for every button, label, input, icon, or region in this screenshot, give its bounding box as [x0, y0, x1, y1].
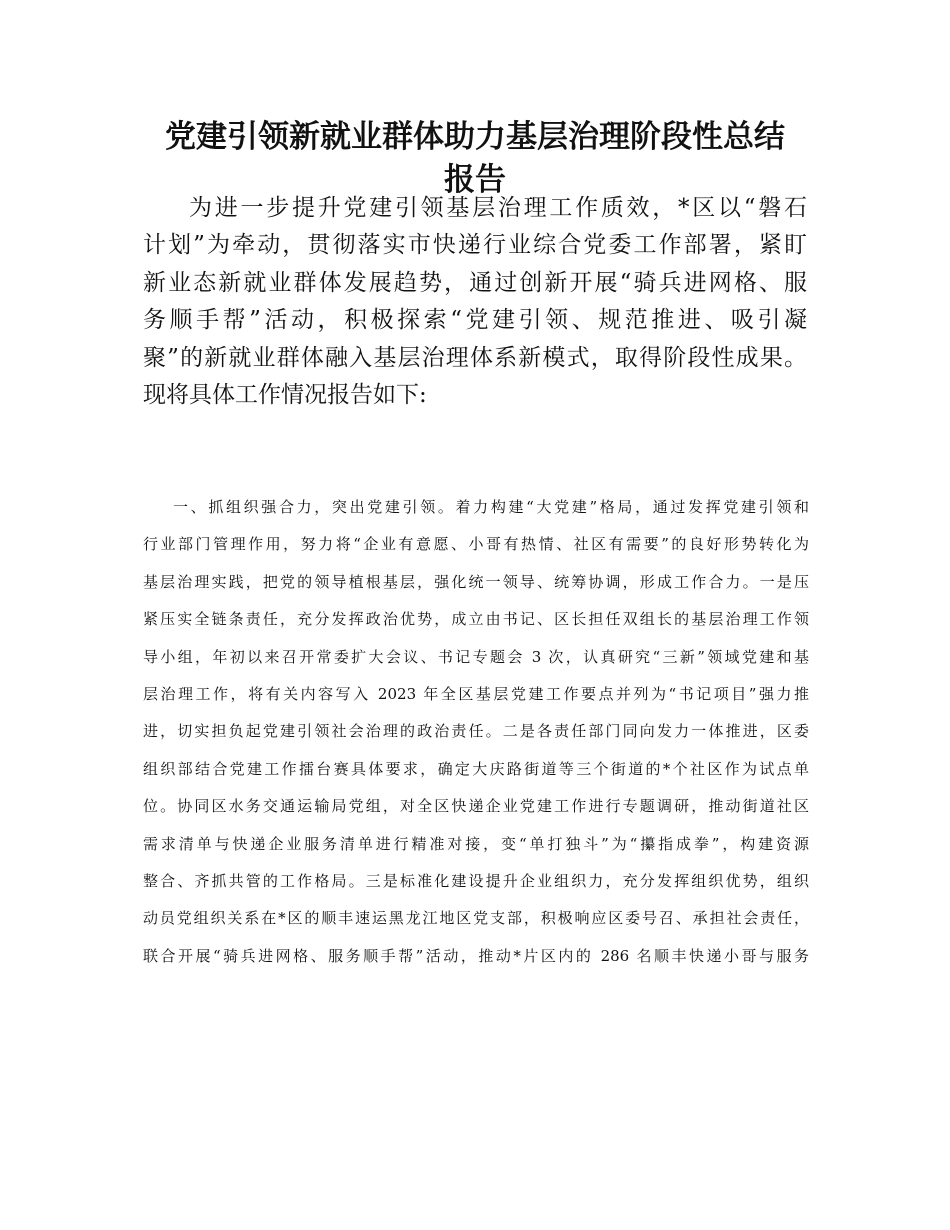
body-line: 进，切实担负起党建引领社会治理的政治责任。二是各责任部门同向发力一体推进，区委	[143, 722, 809, 741]
intro-line: 计划”为牵动，贯彻落实市快递行业综合党委工作部署，紧盯	[143, 232, 807, 259]
intro-line: 务顺手帮”活动，积极探索“党建引领、规范推进、吸引凝	[143, 307, 807, 334]
body-line: 位。协同区水务交通运输局党组，对全区快递企业党建工作进行专题调研，推动街道社区	[143, 797, 809, 816]
intro-line: 新业态新就业群体发展趋势，通过创新开展“骑兵进网格、服	[143, 269, 807, 296]
document-title-line-2: 报告	[444, 162, 506, 198]
body-line: 整合、齐抓共管的工作格局。三是标准化建设提升企业组织力，充分发挥组织优势，组织	[143, 871, 809, 890]
body-line: 层治理工作，将有关内容写入 2023 年全区基层党建工作要点并列为“书记项目”强力推	[143, 684, 809, 703]
section-1-paragraph	[143, 494, 809, 980]
body-line: 组织部结合党建工作擂台赛具体要求，确定大庆路街道等三个街道的*个社区作为试点单	[143, 759, 809, 778]
body-line: 导小组，年初以来召开常委扩大会议、书记专题会 3 次，认真研究“三新”领域党建和基	[143, 647, 809, 666]
intro-line: 为进一步提升党建引领基层治理工作质效，*区以“磐石	[189, 195, 807, 221]
body-line: 行业部门管理作用，努力将“企业有意愿、小哥有热情、社区有需要”的良好形势转化为	[143, 535, 809, 554]
body-line: 基层治理实践，把党的领导植根基层，强化统一领导、统筹协调，形成工作合力。一是压	[143, 572, 809, 591]
body-line: 紧压实全链条责任，充分发挥政治优势，成立由书记、区长担任双组长的基层治理工作领	[143, 610, 809, 629]
body-line: 需求清单与快递企业服务清单进行精准对接，变“单打独斗”为“攥指成拳”，构建资源	[143, 834, 809, 853]
body-line: 动员党组织关系在*区的顺丰速运黑龙江地区党支部，积极响应区委号召、承担社会责任，	[143, 909, 809, 928]
body-line: 一、抓组织强合力，突出党建引领。着力构建“大党建”格局，通过发挥党建引领和	[173, 498, 809, 516]
intro-line: 现将具体工作情况报告如下:	[143, 381, 427, 408]
intro-line: 聚”的新就业群体融入基层治理体系新模式，取得阶段性成果。	[143, 344, 807, 371]
intro-paragraph	[143, 190, 807, 414]
document-title-line-1: 党建引领新就业群体助力基层治理阶段性总结	[165, 119, 785, 155]
body-line: 联合开展“骑兵进网格、服务顺手帮”活动，推动*片区内的 286 名顺丰快递小哥与服务	[143, 946, 809, 965]
